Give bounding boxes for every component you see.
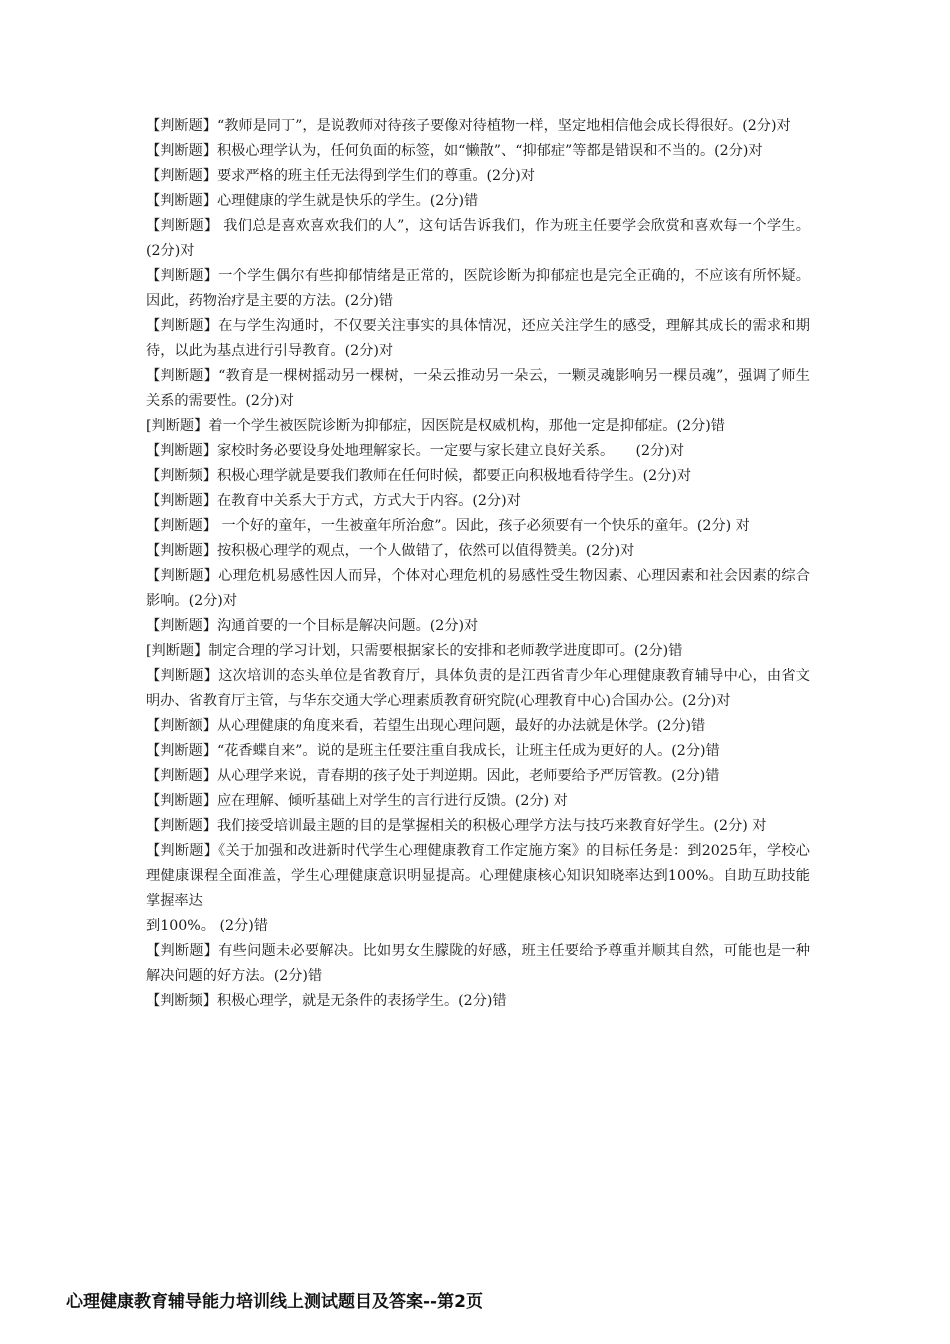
- question-item: 【判断频】积极心理学就是要我们教师在任何时候，都要正向积极地看待学生。(2分)对: [146, 468, 692, 484]
- question-item: 【判断题】心理危机易感性因人而异，个体对心理危机的易感性受生物因素、心理因素和社会因素的综合影响。(2分)对: [146, 568, 810, 609]
- question-item: 【判断题】在教育中关系大于方式，方式大于内容。(2分)对: [146, 493, 521, 509]
- question-item: 【判断题】应在理解、倾听基础上对学生的言行进行反馈。(2分) 对: [146, 793, 568, 809]
- question-item: 【判断题】心理健康的学生就是快乐的学生。(2分)错: [146, 193, 479, 209]
- question-list: [146, 114, 810, 1014]
- question-item: 【判断题】沟通首要的一个目标是解决问题。(2分)对: [146, 618, 479, 634]
- question-item: 【判断题】要求严格的班主任无法得到学生们的尊重。(2分)对: [146, 168, 535, 184]
- question-item: 【判断题】按积极心理学的观点，一个人做错了，依然可以值得赞美。(2分)对: [146, 543, 635, 559]
- question-item: 【判断额】从心理健康的角度来看，若望生出现心理问题，最好的办法就是休学。(2分)错: [146, 718, 706, 734]
- page-footer: 心理健康教育辅导能力培训线上测试题目及答案--第2页: [66, 1292, 483, 1312]
- question-item: 【判断题】有些问题未必要解决。比如男女生朦陇的好感，班主任要给予尊重并顺其自然，可能也是一种解决问题的好方法。(2分)错: [146, 943, 810, 984]
- question-item: 【判断频】积极心理学，就是无条件的表扬学生。(2分)错: [146, 993, 507, 1009]
- question-item: 【判断题】 我们总是喜欢喜欢我们的人”，这句话告诉我们，作为班主任要学会欣赏和喜欢每一个学生。(2分)对: [146, 218, 810, 259]
- question-item: 【判断题】“教师是同丁”，是说教师对待孩子要像对待植物一样，坚定地相信他会成长得很好。(2分)对: [146, 118, 791, 134]
- question-item: 【判断题】我们接受培训最主题的目的是掌握相关的积极心理学方法与技巧来教育好学生。(2分) 对: [146, 818, 767, 834]
- question-item: 【判断题】一个学生偶尔有些抑郁情绪是正常的，医院诊断为抑郁症也是完全正确的，不应该有所怀疑。因此，药物治疗是主要的方法。(2分)错: [146, 268, 810, 309]
- question-item: 【判断题】这次培训的态头单位是省教育厅，具体负责的是江西省青少年心理健康教育辅导中心，由省文明办、省教育厅主管，与华东交通大学心理素质教育研究院(心理教育中心)合国办公。(2分)对: [146, 668, 810, 709]
- question-item: [判断题】着一个学生被医院诊断为抑郁症，因医院是权威机构，那他一定是抑郁症。(2分)错: [146, 418, 725, 434]
- question-item: [判断题】制定合理的学习计划，只需要根据家长的安排和老师教学进度即可。(2分)错: [146, 643, 683, 659]
- question-item: 【判断题】积极心理学认为，任何负面的标签，如“懒散”、“抑郁症”等都是错误和不当的。(2分)对: [146, 143, 763, 159]
- question-item: 【判断题】家校时务必要设身处地理解家长。一定要与家长建立良好关系。 (2分)对: [146, 443, 684, 459]
- question-item: 【判断题】 一个好的童年，一生被童年所治愈”。因此，孩子必须要有一个快乐的童年。(2分) 对: [146, 518, 750, 534]
- question-item: 【判断题】“教育是一棵树摇动另一棵树，一朵云推动另一朵云，一颗灵魂影响另一棵员魂”，强调了师生关系的需要性。(2分)对: [146, 368, 810, 409]
- question-item: 【判断题】“花香蝶自来”。说的是班主任要注重自我成长，让班主任成为更好的人。(2分)错: [146, 743, 720, 759]
- question-item: 【判断题】在与学生沟通时，不仅要关注事实的具体情况，还应关注学生的感受，理解其成长的需求和期待，以此为基点进行引导教育。(2分)对: [146, 318, 810, 359]
- question-item: 【判断题】《关于加强和改进新时代学生心理健康教育工作定施方案》的目标任务是：到2025年，学校心理健康课程全面准盖，学生心理健康意识明显提高。心理健康核心知识知晓率达到100%。自助互助技能掌握率达 到100%。 (2分)错: [146, 843, 810, 934]
- question-item: 【判断题】从心理学来说，青春期的孩子处于判逆期。因此，老师要给予严厉管教。(2分)错: [146, 768, 720, 784]
